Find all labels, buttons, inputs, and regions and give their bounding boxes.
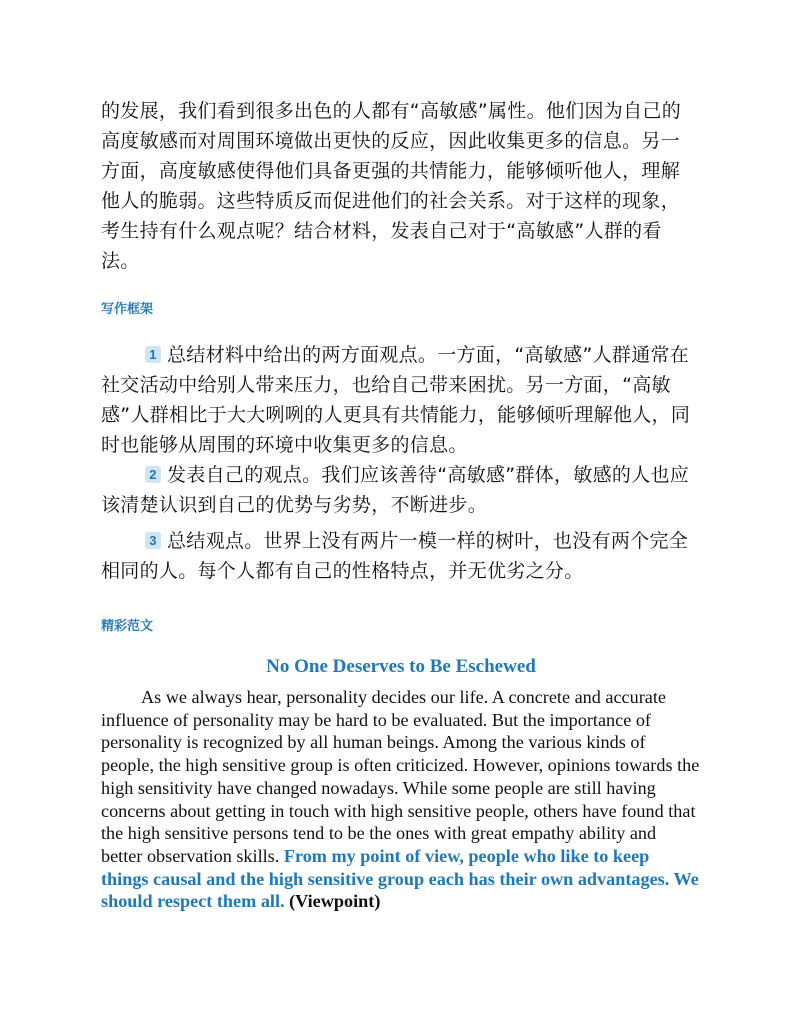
intro-paragraph [101, 96, 701, 276]
essay-heading: 精彩范文 [101, 619, 154, 634]
number-badge-3: 3 [145, 532, 161, 549]
framework-heading: 写作框架 [101, 302, 154, 317]
essay-title: No One Deserves to Be Eschewed [266, 656, 536, 677]
point-line: 3 总结观点。世界上没有两片一模一样的树叶，也没有两个完全 [101, 526, 701, 556]
number-badge-1: 1 [145, 346, 161, 363]
point-line: 时也能够从周围的环境中收集更多的信息。 [101, 434, 468, 456]
number-badge-2: 2 [145, 466, 161, 483]
intro-line: 法。 [101, 250, 140, 272]
viewpoint-tag: (Viewpoint) [289, 891, 381, 912]
point-line: 该清楚认识到自己的优势与劣势，不断进步。 [101, 494, 488, 516]
essay-highlight: From my point of view, people who like to keep things causal and the high sensitive group each has their own advantages. We should respect them all. [101, 845, 699, 912]
essay-body: As we always hear, personality decides our life. A concrete and accurate influence of personality may be hard to be evaluated. But the importance of personality is recognized by all human beings. Among the various kinds of people, the high sensitive group is often criticized. However, opinions towards the high sensitivity have changed nowadays. While some people are still having concerns about getting in touch with high sensitive people, others have found that the high sensitive persons tend to be the ones with great empathy ability and better observation skills. [101, 687, 700, 866]
point-line: 2 发表自己的观点。我们应该善待“高敏感”群体，敏感的人也应 [101, 460, 701, 490]
essay-paragraph [101, 686, 701, 913]
framework-point-3 [101, 526, 701, 586]
point-line: 相同的人。每个人都有自己的性格特点，并无优劣之分。 [101, 560, 584, 582]
point-line: 1 总结材料中给出的两方面观点。一方面，“高敏感”人群通常在 [101, 340, 701, 370]
point-line: 感”人群相比于大大咧咧的人更具有共情能力，能够倾听理解他人，同 [101, 404, 691, 426]
intro-line: 方面，高度敏感使得他们具备更强的共情能力，能够倾听他人，理解 [101, 160, 681, 182]
intro-line: 高度敏感而对周围环境做出更快的反应，因此收集更多的信息。另一 [101, 130, 681, 152]
framework-point-1 [101, 340, 701, 460]
intro-line: 考生持有什么观点呢？结合材料，发表自己对于“高敏感”人群的看 [101, 220, 662, 242]
framework-point-2 [101, 460, 701, 520]
intro-line: 他人的脆弱。这些特质反而促进他们的社会关系。对于这样的现象， [101, 190, 681, 212]
intro-line: 的发展，我们看到很多出色的人都有“高敏感”属性。他们因为自己的 [101, 100, 681, 122]
point-line: 社交活动中给别人带来压力，也给自己带来困扰。另一方面，“高敏 [101, 374, 671, 396]
